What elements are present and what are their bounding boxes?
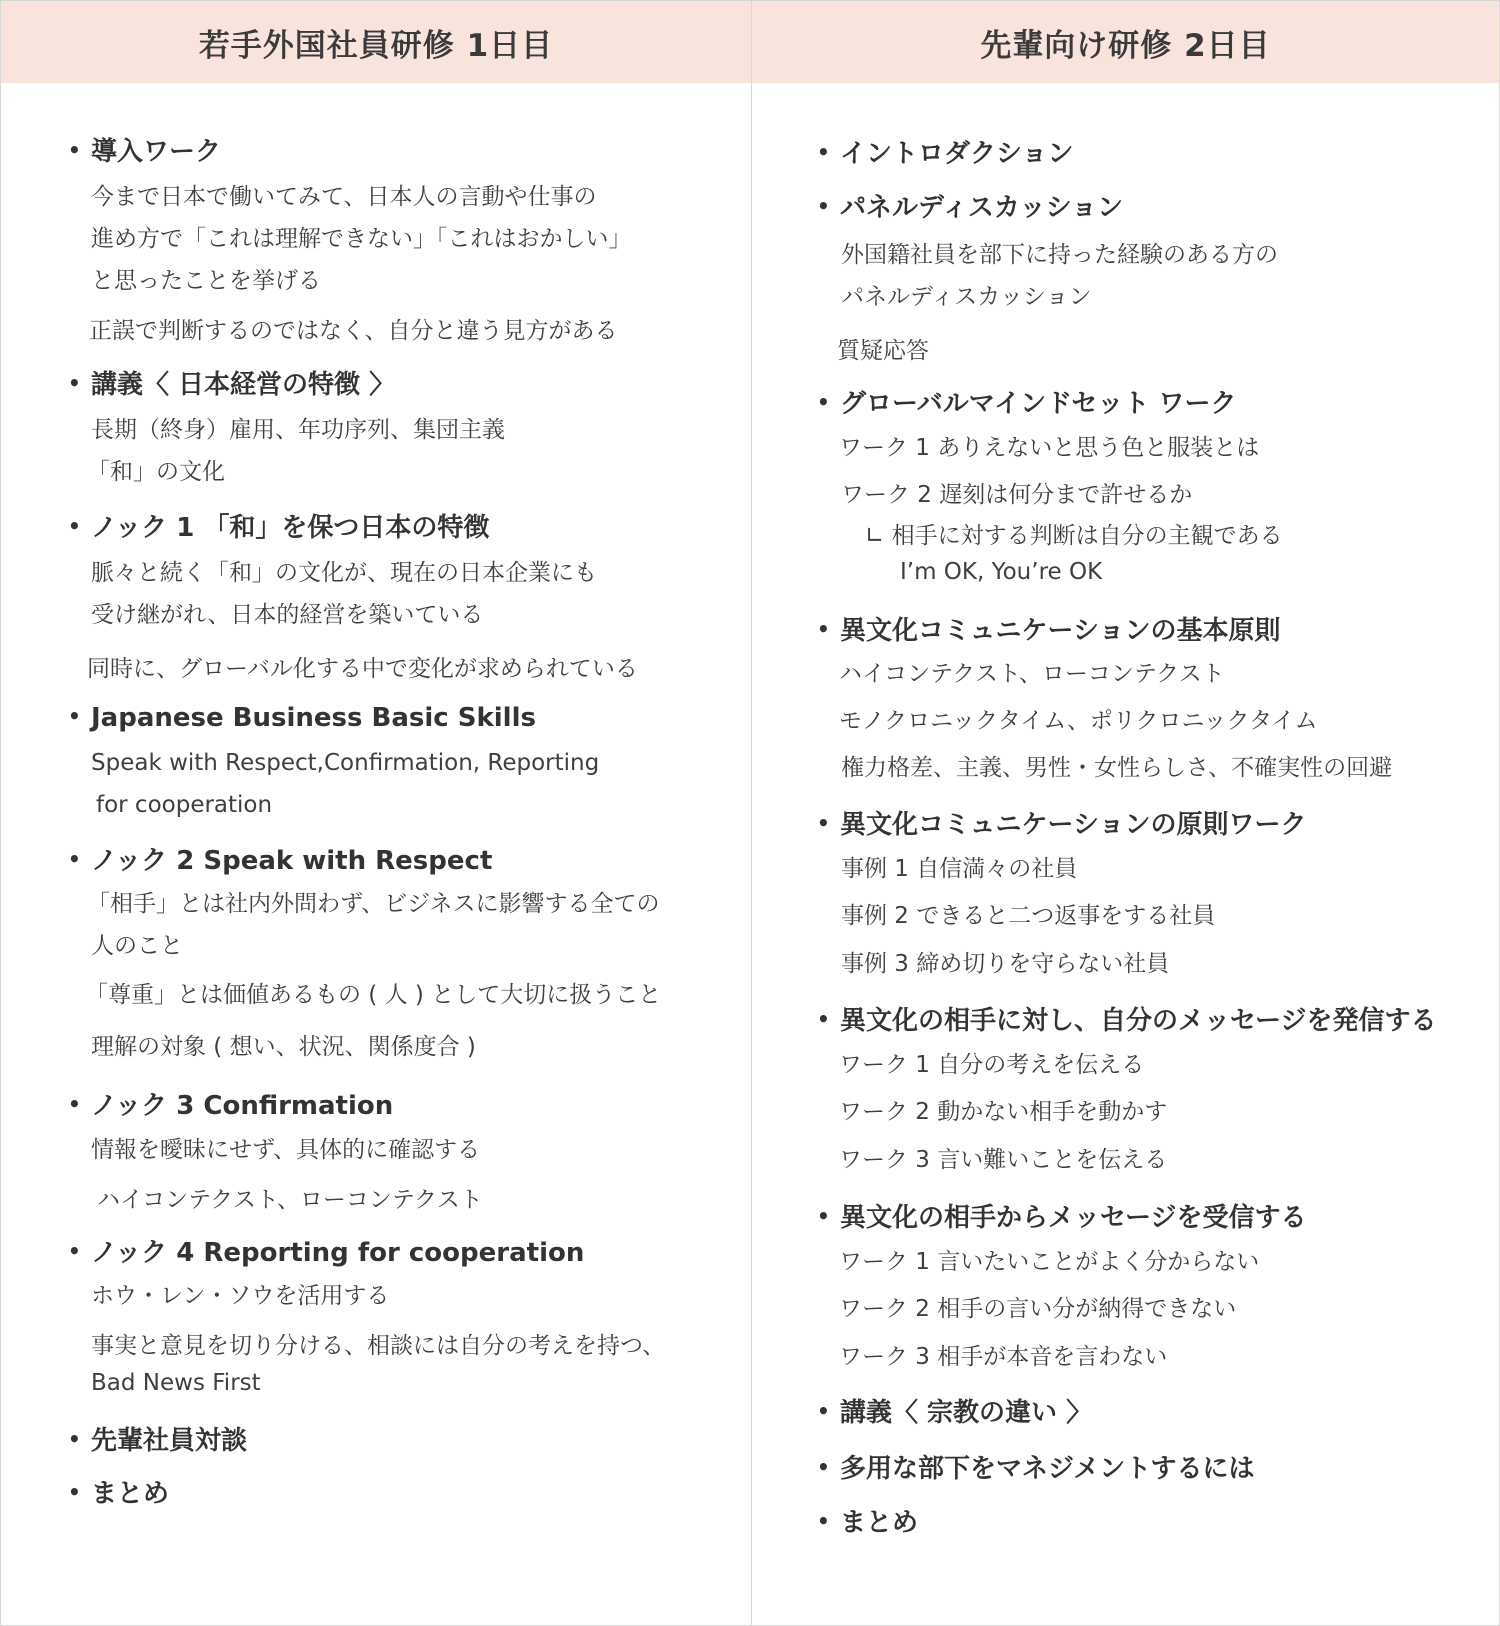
day1-heading: • 講義〈 日本経営の特徴 〉 bbox=[68, 370, 396, 400]
day2-line: ∟ 相手に対する判断は自分の主観である bbox=[865, 523, 1283, 549]
day2-title: 先輩向け研修 2日目 bbox=[752, 1, 1499, 83]
day2-line: 権力格差、主義、男性・女性らしさ、不確実性の回避 bbox=[841, 755, 1393, 781]
day1-heading: • ノック 1 「和」を保つ日本の特徴 bbox=[68, 513, 490, 543]
day2-line: ワーク 2 遅刻は何分まで許せるか bbox=[841, 482, 1193, 508]
day1-line: ホウ・レン・ソウを活用する bbox=[91, 1283, 390, 1309]
day2-heading: • 異文化コミュニケーションの基本原則 bbox=[817, 616, 1281, 646]
day1-line: と思ったことを挙げる bbox=[91, 268, 321, 294]
day1-line: 今まで日本で働いてみて、日本人の言動や仕事の bbox=[91, 184, 597, 210]
day2-heading: • まとめ bbox=[817, 1508, 919, 1538]
day2-line: ワーク 1 言いたいことがよく分からない bbox=[839, 1249, 1260, 1275]
day2-line: ワーク 2 相手の言い分が納得できない bbox=[839, 1296, 1237, 1322]
day1-line: 情報を曖昧にせず、具体的に確認する bbox=[91, 1137, 481, 1163]
day2-line: ワーク 3 言い難いことを伝える bbox=[839, 1147, 1168, 1173]
day1-line: 同時に、グローバル化する中で変化が求められている bbox=[87, 656, 638, 682]
day1-line: 事実と意見を切り分ける、相談には自分の考えを持つ、 bbox=[91, 1333, 666, 1359]
day1-heading: • まとめ bbox=[68, 1479, 170, 1509]
day2-line: ワーク 1 ありえないと思う色と服装とは bbox=[839, 435, 1260, 461]
day1-line: 正誤で判断するのではなく、自分と違う見方がある bbox=[89, 318, 618, 344]
day2-line: ハイコンテクスト、ローコンテクスト bbox=[839, 661, 1225, 687]
day1-line: Speak with Respect,Confirmation, Reporting bbox=[91, 750, 600, 776]
day1-line: for cooperation bbox=[96, 792, 273, 818]
day1-heading: • ノック 2 Speak with Respect bbox=[68, 846, 493, 876]
day1-column bbox=[1, 1, 752, 1625]
day2-line: 事例 2 できると二つ返事をする社員 bbox=[841, 903, 1216, 929]
day2-line: 事例 3 締め切りを守らない社員 bbox=[841, 951, 1170, 977]
day2-line: 質疑応答 bbox=[837, 338, 929, 364]
day1-line: 人のこと bbox=[91, 933, 183, 959]
day2-line: モノクロニックタイム、ポリクロニックタイム bbox=[839, 708, 1318, 734]
day2-line: パネルディスカッション bbox=[841, 284, 1092, 310]
day2-heading: • グローバルマインドセット ワーク bbox=[817, 389, 1237, 419]
day1-line: 「相手」とは社内外問わず、ビジネスに影響する全ての bbox=[87, 891, 660, 917]
day1-line: 「和」の文化 bbox=[87, 459, 225, 485]
day2-heading: • パネルディスカッション bbox=[817, 193, 1124, 223]
day2-heading: • 異文化の相手からメッセージを受信する bbox=[817, 1203, 1307, 1233]
day1-heading: • Japanese Business Basic Skills bbox=[68, 703, 536, 733]
day1-heading: • 導入ワーク bbox=[68, 137, 222, 167]
day1-heading: • 先輩社員対談 bbox=[68, 1426, 248, 1456]
day2-line: ワーク 1 自分の考えを伝える bbox=[839, 1052, 1145, 1078]
day1-line: 脈々と続く「和」の文化が、現在の日本企業にも bbox=[91, 560, 597, 586]
day2-heading: • 多用な部下をマネジメントするには bbox=[817, 1454, 1255, 1484]
day1-heading: • ノック 4 Reporting for cooperation bbox=[68, 1238, 585, 1268]
day1-title: 若手外国社員研修 1日目 bbox=[1, 1, 751, 83]
day2-heading: • イントロダクション bbox=[817, 139, 1074, 169]
day1-line: ハイコンテクスト、ローコンテクスト bbox=[97, 1187, 483, 1213]
day2-heading: • 異文化コミュニケーションの原則ワーク bbox=[817, 810, 1307, 840]
day2-line: ワーク 3 相手が本音を言わない bbox=[839, 1344, 1168, 1370]
day2-heading: • 異文化の相手に対し、自分のメッセージを発信する bbox=[817, 1006, 1437, 1036]
day1-heading: • ノック 3 Confirmation bbox=[68, 1091, 394, 1121]
day2-line: 事例 1 自信満々の社員 bbox=[841, 856, 1078, 882]
day1-line: 「尊重」とは価値あるもの ( 人 ) として大切に扱うこと bbox=[85, 982, 662, 1008]
day2-line: I’m OK, You’re OK bbox=[900, 559, 1103, 585]
day1-line: 長期（終身）雇用、年功序列、集団主義 bbox=[91, 417, 505, 443]
day1-line: 進め方で「これは理解できない」「これはおかしい」 bbox=[91, 226, 632, 252]
day2-line: ワーク 2 動かない相手を動かす bbox=[839, 1099, 1168, 1125]
day1-line: Bad News First bbox=[91, 1370, 261, 1396]
day2-line: 外国籍社員を部下に持った経験のある方の bbox=[841, 242, 1278, 268]
day2-column bbox=[752, 1, 1499, 1625]
day1-line: 理解の対象 ( 想い、状況、関係度合 ) bbox=[91, 1034, 476, 1060]
day1-line: 受け継がれ、日本的経営を築いている bbox=[91, 602, 484, 628]
day2-heading: • 講義〈 宗教の違い 〉 bbox=[817, 1398, 1093, 1428]
